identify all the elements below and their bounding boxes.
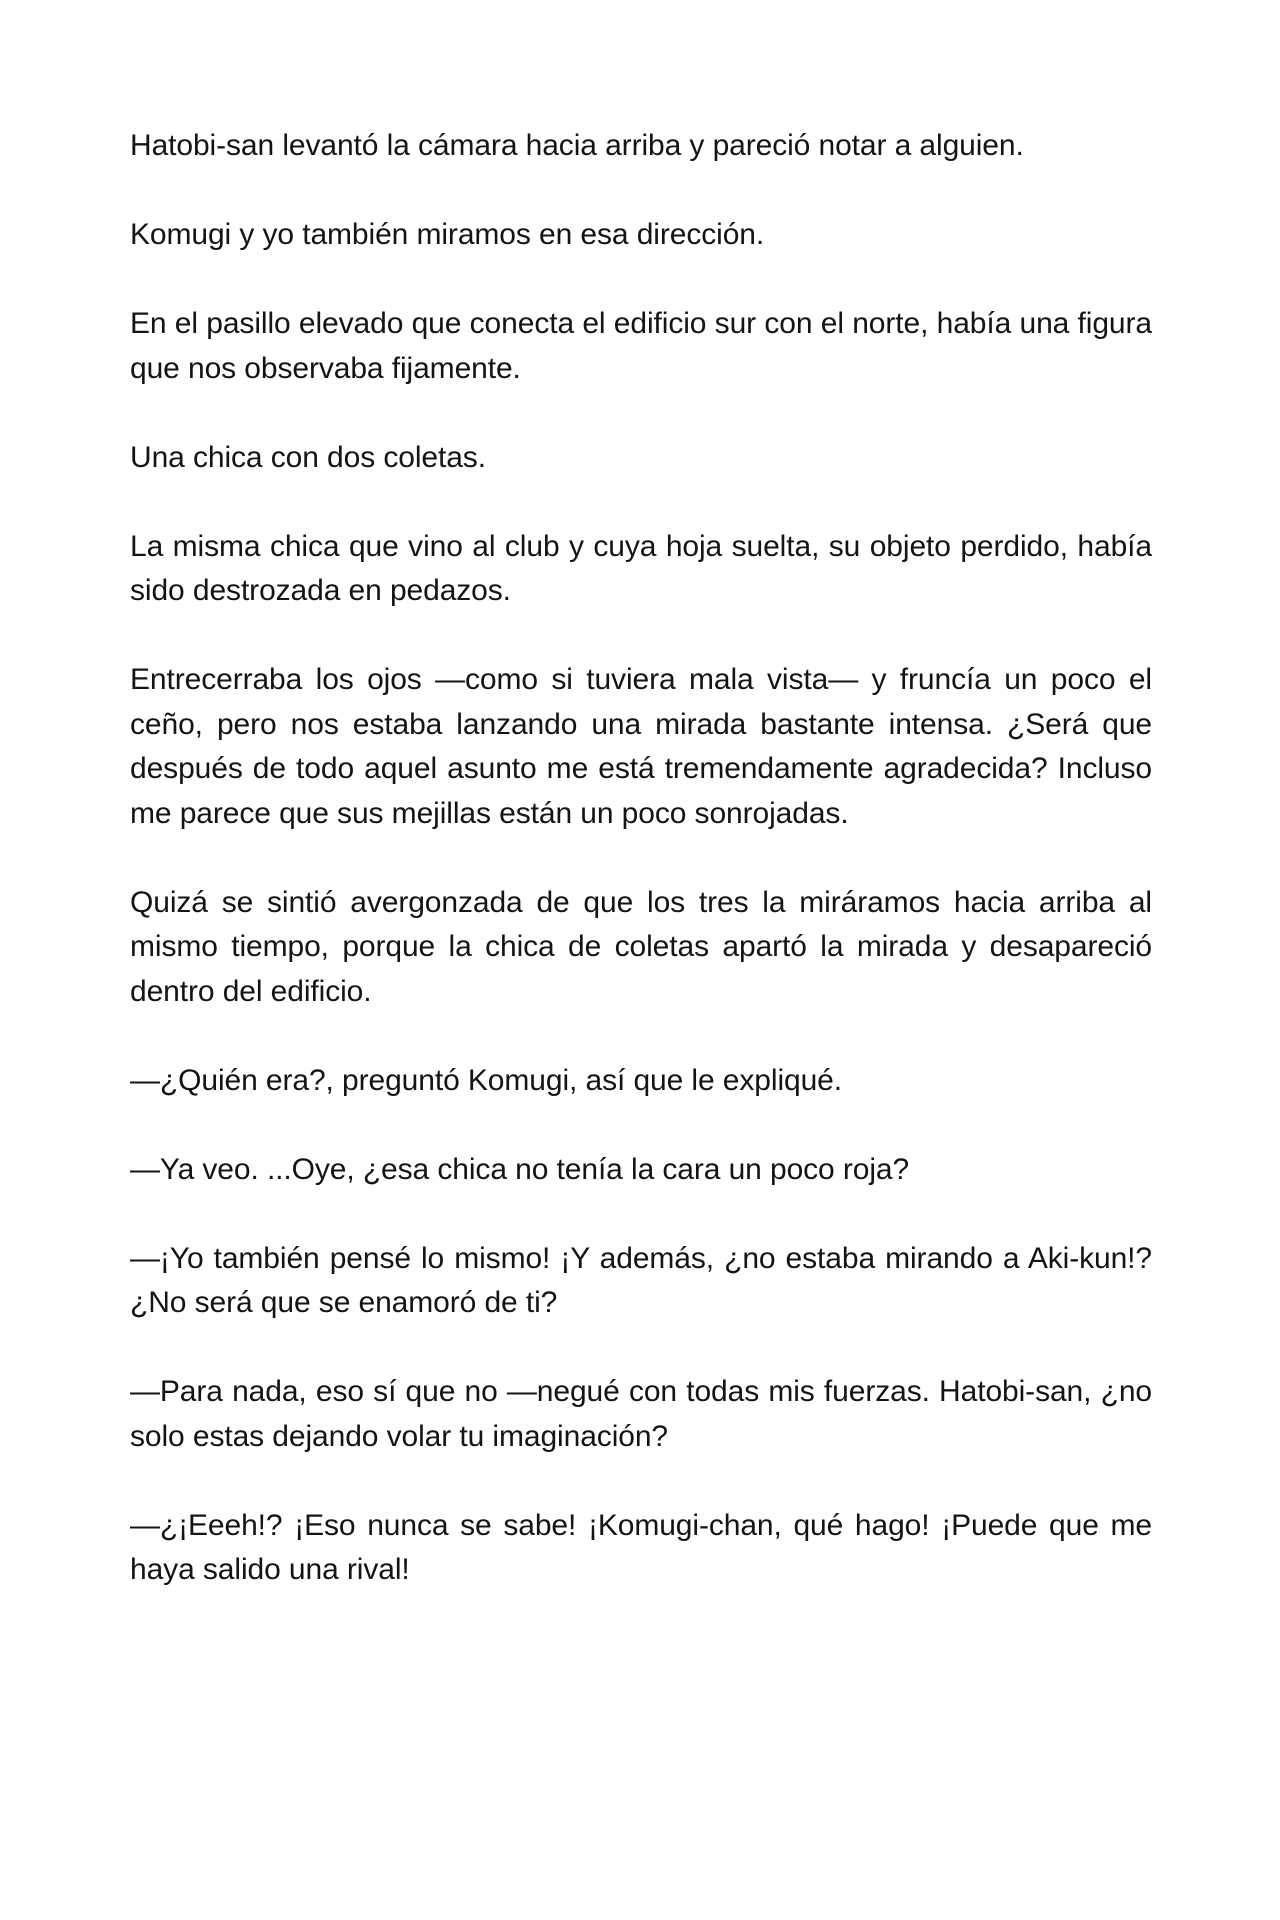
dialogue-paragraph: —Ya veo. ...Oye, ¿esa chica no tenía la cara un poco roja? xyxy=(130,1152,910,1186)
paragraph: Hatobi-san levantó la cámara hacia arriba y pareció notar a alguien. xyxy=(130,129,1024,162)
dialogue-paragraph: —¿Quién era?, preguntó Komugi, así que le expliqué. xyxy=(130,1063,843,1097)
dialogue-paragraph: —Para nada, eso sí que no —negué con todas mis fuerzas. Hatobi-san, ¿no solo estas dejando volar tu imaginación? xyxy=(130,1375,1152,1453)
dialogue-paragraph: —¡Yo también pensé lo mismo! ¡Y además, ¿no estaba mirando a Aki-kun!? ¿No será que se enamoró de ti? xyxy=(130,1241,1152,1319)
document-page xyxy=(130,124,1152,1637)
paragraph: La misma chica que vino al club y cuya hoja suelta, su objeto perdido, había sido destrozada en pedazos. xyxy=(130,529,1152,607)
paragraph: Komugi y yo también miramos en esa dirección. xyxy=(130,218,765,251)
paragraph: En el pasillo elevado que conecta el edificio sur con el norte, había una figura que nos observaba fijamente. xyxy=(130,307,1152,385)
dialogue-paragraph: —¿¡Eeeh!? ¡Eso nunca se sabe! ¡Komugi-chan, qué hago! ¡Puede que me haya salido una rival! xyxy=(130,1508,1152,1586)
paragraph: Una chica con dos coletas. xyxy=(130,440,486,474)
paragraph: Quizá se sintió avergonzada de que los tres la miráramos hacia arriba al mismo tiempo, porque la chica de coletas apartó la mirada y desapareció dentro del edificio. xyxy=(130,885,1152,1008)
paragraph: Entrecerraba los ojos —como si tuviera mala vista— y fruncía un poco el ceño, pero nos estaba lanzando una mirada bastante intensa. ¿Será que después de todo aquel asunto me está tremendamente agradecida? Incluso me parece que sus mejillas están un poco sonrojadas. xyxy=(130,663,1152,830)
